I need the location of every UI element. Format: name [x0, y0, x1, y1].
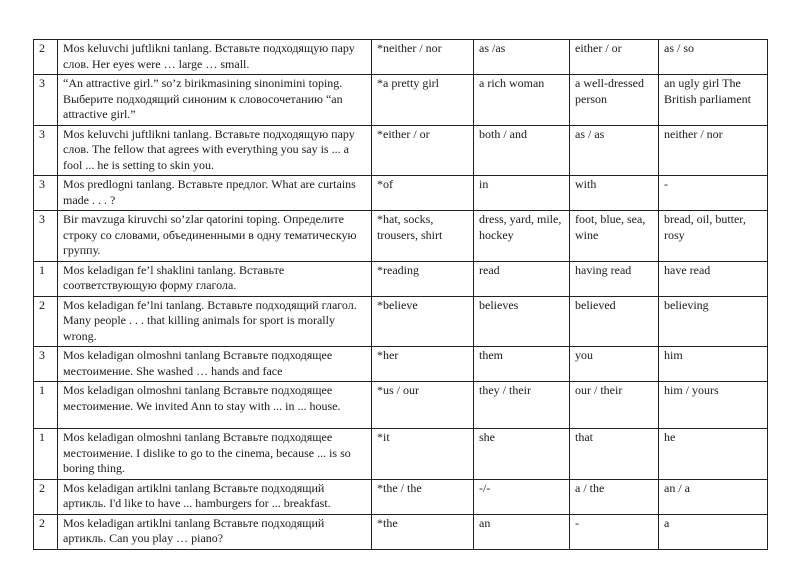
option-b: an: [474, 514, 570, 549]
difficulty-level: 3: [34, 211, 58, 262]
question-text: “An attractive girl.” so’z birikmasining sinonimini toping. Выберите подходящий синоним к словосочетанию “an attractive girl.”: [58, 75, 372, 126]
option-c: as / as: [570, 125, 659, 176]
difficulty-level: 2: [34, 40, 58, 75]
question-table: [33, 39, 768, 550]
option-b: both / and: [474, 125, 570, 176]
difficulty-level: 2: [34, 479, 58, 514]
option-b: read: [474, 261, 570, 296]
option-b: believes: [474, 296, 570, 347]
table-row: [34, 75, 768, 126]
option-correct: *the / the: [372, 479, 474, 514]
option-correct: *the: [372, 514, 474, 549]
option-correct: *neither / nor: [372, 40, 474, 75]
option-c: -: [570, 514, 659, 549]
option-d: him: [659, 347, 768, 382]
option-c: having read: [570, 261, 659, 296]
option-c: a / the: [570, 479, 659, 514]
option-correct: *a pretty girl: [372, 75, 474, 126]
option-c: either / or: [570, 40, 659, 75]
question-text: Mos predlogni tanlang. Вставьте предлог. What are curtains made . . . ?: [58, 176, 372, 211]
option-correct: *her: [372, 347, 474, 382]
option-b: they / their: [474, 382, 570, 429]
question-text: Mos keluvchi juftlikni tanlang. Вставьте подходящую пару слов. The fellow that agrees with everything you say is ... a fool ... he is setting to skin you.: [58, 125, 372, 176]
option-b: -/-: [474, 479, 570, 514]
table-row: [34, 261, 768, 296]
difficulty-level: 3: [34, 75, 58, 126]
option-correct: *us / our: [372, 382, 474, 429]
option-d: -: [659, 176, 768, 211]
option-b: she: [474, 429, 570, 480]
question-text: Mos keladigan fe’l shaklini tanlang. Вставьте соответствующую форму глагола.: [58, 261, 372, 296]
table-row: [34, 514, 768, 549]
option-correct: *reading: [372, 261, 474, 296]
option-b: dress, yard, mile, hockey: [474, 211, 570, 262]
option-c: foot, blue, sea, wine: [570, 211, 659, 262]
option-correct: *believe: [372, 296, 474, 347]
question-text: Mos keladigan olmoshni tanlang Вставьте подходящее местоимение. We invited Ann to stay with ... in ... house.: [58, 382, 372, 429]
question-text: Mos keladigan olmoshni tanlang Вставьте подходящее местоимение. I dislike to go to the cinema, because ... is so boring thing.: [58, 429, 372, 480]
option-correct: *either / or: [372, 125, 474, 176]
option-d: as / so: [659, 40, 768, 75]
option-d: neither / nor: [659, 125, 768, 176]
difficulty-level: 1: [34, 261, 58, 296]
option-b: in: [474, 176, 570, 211]
option-b: them: [474, 347, 570, 382]
option-d: believing: [659, 296, 768, 347]
option-correct: *of: [372, 176, 474, 211]
table-row: [34, 176, 768, 211]
difficulty-level: 2: [34, 514, 58, 549]
option-d: he: [659, 429, 768, 480]
question-text: Mos keladigan artiklni tanlang Вставьте подходящий артикль. I'd like to have ... hamburgers for ... breakfast.: [58, 479, 372, 514]
option-d: him / yours: [659, 382, 768, 429]
difficulty-level: 1: [34, 429, 58, 480]
option-c: you: [570, 347, 659, 382]
question-text: Mos keladigan olmoshni tanlang Вставьте подходящее местоимение. She washed … hands and face: [58, 347, 372, 382]
option-d: have read: [659, 261, 768, 296]
table-row: [34, 296, 768, 347]
table-row: [34, 211, 768, 262]
option-correct: *it: [372, 429, 474, 480]
option-c: believed: [570, 296, 659, 347]
difficulty-level: 3: [34, 176, 58, 211]
difficulty-level: 3: [34, 125, 58, 176]
table-row: [34, 429, 768, 480]
question-text: Mos keladigan fe’lni tanlang. Вставьте подходящий глагол. Many people . . . that killing animals for sport is morally wrong.: [58, 296, 372, 347]
option-c: our / their: [570, 382, 659, 429]
option-d: an ugly girl The British parliament: [659, 75, 768, 126]
question-text: Bir mavzuga kiruvchi so’zlar qatorini toping. Определите строку со словами, объединенными в одну тематическую группу.: [58, 211, 372, 262]
option-d: an / a: [659, 479, 768, 514]
question-text: Mos keluvchi juftlikni tanlang. Вставьте подходящую пару слов. Her eyes were … large … small.: [58, 40, 372, 75]
table-row: [34, 40, 768, 75]
question-text: Mos keladigan artiklni tanlang Вставьте подходящий артикль. Can you play … piano?: [58, 514, 372, 549]
option-c: with: [570, 176, 659, 211]
table-row: [34, 125, 768, 176]
test-sheet: [33, 39, 768, 550]
table-row: [34, 479, 768, 514]
difficulty-level: 2: [34, 296, 58, 347]
difficulty-level: 1: [34, 382, 58, 429]
option-b: as /as: [474, 40, 570, 75]
option-b: a rich woman: [474, 75, 570, 126]
difficulty-level: 3: [34, 347, 58, 382]
option-d: bread, oil, butter, rosy: [659, 211, 768, 262]
option-c: that: [570, 429, 659, 480]
table-row: [34, 347, 768, 382]
option-d: a: [659, 514, 768, 549]
table-row: [34, 382, 768, 429]
option-correct: *hat, socks, trousers, shirt: [372, 211, 474, 262]
option-c: a well-dressed person: [570, 75, 659, 126]
question-rows: [34, 40, 768, 550]
